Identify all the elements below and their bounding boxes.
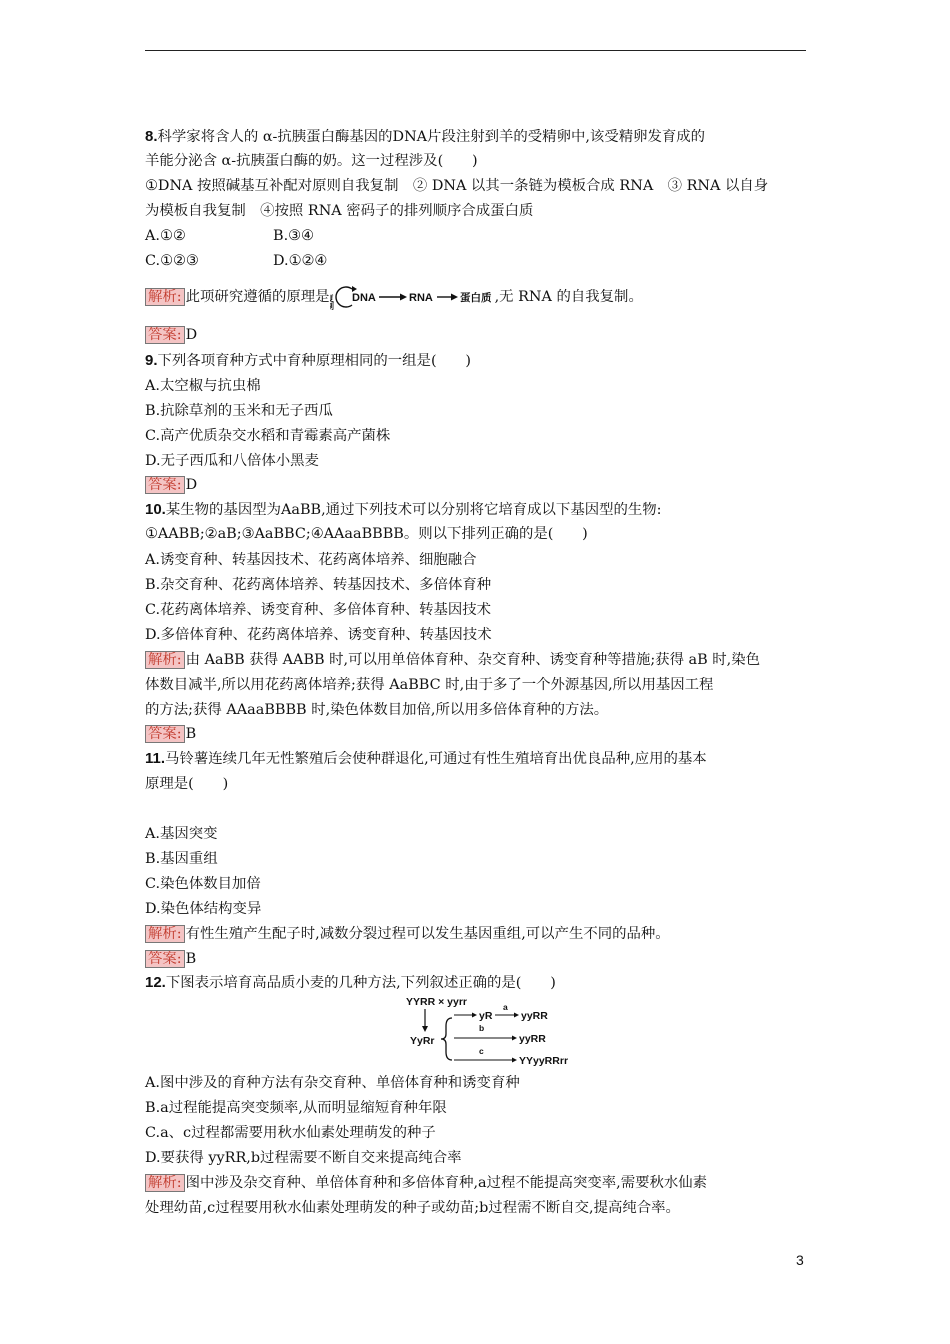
q11-option-d: D.染色体结构变异 bbox=[145, 901, 262, 917]
q12-option-a: A.图中涉及的育种方法有杂交育种、单倍体育种和诱变育种 bbox=[145, 1075, 520, 1091]
q8-answer-label: 答案: bbox=[145, 326, 185, 344]
q11-option-b: B.基因重组 bbox=[145, 851, 218, 867]
q10-number: 10. bbox=[145, 501, 166, 518]
diagram-f1: YyRr bbox=[410, 1035, 435, 1047]
q10-analysis-line1 bbox=[145, 651, 760, 669]
q11-stem-line2: 原理是( ) bbox=[145, 776, 229, 792]
q9-stem-text: 下列各项育种方式中育种原理相同的一组是( ) bbox=[157, 353, 471, 369]
q12-option-b: B.a过程能提高突变频率,从而明显缩短育种年限 bbox=[145, 1100, 447, 1116]
diagram-dna: DNA bbox=[351, 292, 376, 304]
self-replication-arc bbox=[336, 287, 352, 307]
q12-analysis-text1: 图中涉及杂交育种、单倍体育种和多倍体育种,a过程不能提高突变率,需要秋水仙素 bbox=[185, 1175, 708, 1191]
central-dogma-diagram bbox=[330, 284, 495, 310]
q10-analysis-line3: 的方法;获得 AAaaBBBB 时,染色体数目加倍,所以用多倍体育种的方法。 bbox=[145, 702, 609, 718]
q9-answer-label: 答案: bbox=[145, 476, 185, 494]
q11-number: 11. bbox=[145, 750, 166, 767]
arrowhead-c bbox=[512, 1058, 517, 1063]
q11-analysis-text: 有性生殖产生配子时,减数分裂过程可以发生基因重组,可以产生不同的品种。 bbox=[185, 926, 670, 942]
page-number: 3 bbox=[796, 1252, 804, 1268]
q8-analysis-pre: 此项研究遵循的原理是 bbox=[185, 289, 330, 305]
q10-analysis-text1: 由 AaBB 获得 AABB 时,可以用单倍体育种、杂交育种、诱变育种等措施;获得 aB 时,染色 bbox=[185, 652, 761, 668]
q11-stem-line1 bbox=[145, 750, 707, 768]
q8-stem-line2: 羊能分泌含 α-抗胰蛋白酶的奶。这一过程涉及( ) bbox=[145, 153, 478, 169]
breeding-diagram bbox=[400, 994, 590, 1070]
q9-answer bbox=[145, 476, 197, 494]
q8-option-b: B.③④ bbox=[273, 228, 314, 244]
diagram-yyRR-a: yyRR bbox=[521, 1010, 548, 1022]
q8-number: 8. bbox=[145, 128, 158, 145]
q8-options-ab bbox=[145, 227, 314, 245]
q10-analysis-label: 解析: bbox=[145, 651, 185, 669]
q8-items-line2: 为模板自我复制 ④按照 RNA 密码子的排列顺序合成蛋白质 bbox=[145, 203, 534, 219]
q10-option-d: D.多倍体育种、花药离体培养、诱变育种、转基因技术 bbox=[145, 627, 492, 643]
q10-option-b: B.杂交育种、花药离体培养、转基因技术、多倍体育种 bbox=[145, 577, 492, 593]
q11-answer bbox=[145, 950, 196, 968]
diagram-protein: 蛋白质 bbox=[459, 292, 492, 304]
q12-analysis-label: 解析: bbox=[145, 1174, 185, 1192]
header-rule bbox=[145, 50, 806, 51]
q9-answer-value: D bbox=[185, 477, 198, 493]
diagram-cross: YYRR × yyrr bbox=[406, 996, 467, 1008]
q9-stem bbox=[145, 352, 471, 370]
q9-number: 9. bbox=[145, 352, 158, 369]
q12-analysis-line1 bbox=[145, 1174, 707, 1192]
q10-stem-line2: ①AABB;②aB;③AaBBC;④AAaaBBBB。则以下排列正确的是( ) bbox=[145, 526, 588, 542]
q8-option-a: A.①② bbox=[145, 228, 186, 244]
label-b: b bbox=[479, 1023, 485, 1033]
diagram-copy-label: 复制 bbox=[329, 294, 335, 310]
q9-option-b: B.抗除草剂的玉米和无子西瓜 bbox=[145, 403, 333, 419]
label-a: a bbox=[503, 1002, 508, 1012]
q11-option-c: C.染色体数目加倍 bbox=[145, 876, 261, 892]
q10-stem-text1: 某生物的基因型为AaBB,通过下列技术可以分别将它培育成以下基因型的生物: bbox=[165, 502, 662, 518]
q9-option-c: C.高产优质杂交水稻和青霉素高产菌株 bbox=[145, 428, 391, 444]
q10-answer-label: 答案: bbox=[145, 725, 185, 743]
q9-option-a: A.太空椒与抗虫棉 bbox=[145, 378, 261, 394]
q8-analysis-label: 解析: bbox=[145, 288, 185, 306]
q11-analysis-label: 解析: bbox=[145, 925, 185, 943]
q10-analysis-line2: 体数目减半,所以用花药离体培养;获得 AaBBC 时,由于多了一个外源基因,所以用基因工程 bbox=[145, 677, 714, 693]
q10-answer bbox=[145, 725, 196, 743]
q8-answer-value: D bbox=[185, 327, 198, 343]
q10-option-a: A.诱变育种、转基因技术、花药离体培养、细胞融合 bbox=[145, 552, 477, 568]
q12-option-c: C.a、c过程都需要用秋水仙素处理萌发的种子 bbox=[145, 1125, 436, 1141]
q8-option-d: D.①②④ bbox=[273, 253, 328, 269]
q8-stem-text1: 科学家将含人的 α-抗胰蛋白酶基因的DNA片段注射到羊的受精卵中,该受精卵发育成的 bbox=[157, 129, 706, 145]
q8-analysis bbox=[145, 284, 643, 310]
arrowhead-to-yR bbox=[472, 1013, 477, 1018]
q8-answer bbox=[145, 326, 197, 344]
q8-options-cd bbox=[145, 252, 328, 270]
arrowhead-dna-rna bbox=[400, 294, 407, 301]
q12-number: 12. bbox=[145, 974, 166, 991]
diagram-yyRR-b: yyRR bbox=[519, 1033, 546, 1045]
q11-answer-label: 答案: bbox=[145, 950, 185, 968]
q8-stem-line1 bbox=[145, 128, 705, 146]
arrowhead-rna-protein bbox=[451, 294, 458, 301]
diagram-yR: yR bbox=[479, 1010, 493, 1022]
q8-option-c: C.①②③ bbox=[145, 253, 199, 269]
q11-analysis bbox=[145, 925, 670, 943]
arrowhead-b bbox=[512, 1036, 517, 1041]
q10-answer-value: B bbox=[185, 726, 197, 742]
q8-analysis-post: ,无 RNA 的自我复制。 bbox=[494, 289, 643, 305]
q12-analysis-line2: 处理幼苗,c过程要用秋水仙素处理萌发的种子或幼苗;b过程需不断自交,提高纯合率。 bbox=[145, 1200, 680, 1216]
diagram-rna: RNA bbox=[408, 292, 433, 304]
q11-stem-text1: 马铃薯连续几年无性繁殖后会使种群退化,可通过有性生殖培育出优良品种,应用的基本 bbox=[165, 751, 707, 767]
q10-option-c: C.花药离体培养、诱变育种、多倍体育种、转基因技术 bbox=[145, 602, 492, 618]
q10-stem-line1 bbox=[145, 501, 662, 519]
q11-answer-value: B bbox=[185, 951, 197, 967]
diagram-tetraploid: YYyyRRrr bbox=[519, 1055, 569, 1067]
q9-option-d: D.无子西瓜和八倍体小黑麦 bbox=[145, 453, 319, 469]
q11-option-a: A.基因突变 bbox=[145, 826, 218, 842]
label-c: c bbox=[479, 1046, 484, 1056]
cross-down-arrowhead bbox=[422, 1026, 428, 1032]
branch-brace bbox=[441, 1018, 452, 1060]
q8-items-line1: ①DNA 按照碱基互补配对原则自我复制 ② DNA 以其一条链为模板合成 RNA ③ RNA 以自身 bbox=[145, 178, 769, 194]
arrowhead-a bbox=[514, 1013, 519, 1018]
q12-option-d: D.要获得 yyRR,b过程需要不断自交来提高纯合率 bbox=[145, 1150, 462, 1166]
q12-stem bbox=[145, 974, 556, 992]
q12-stem-text: 下图表示培育高品质小麦的几种方法,下列叙述正确的是( ) bbox=[165, 975, 556, 991]
